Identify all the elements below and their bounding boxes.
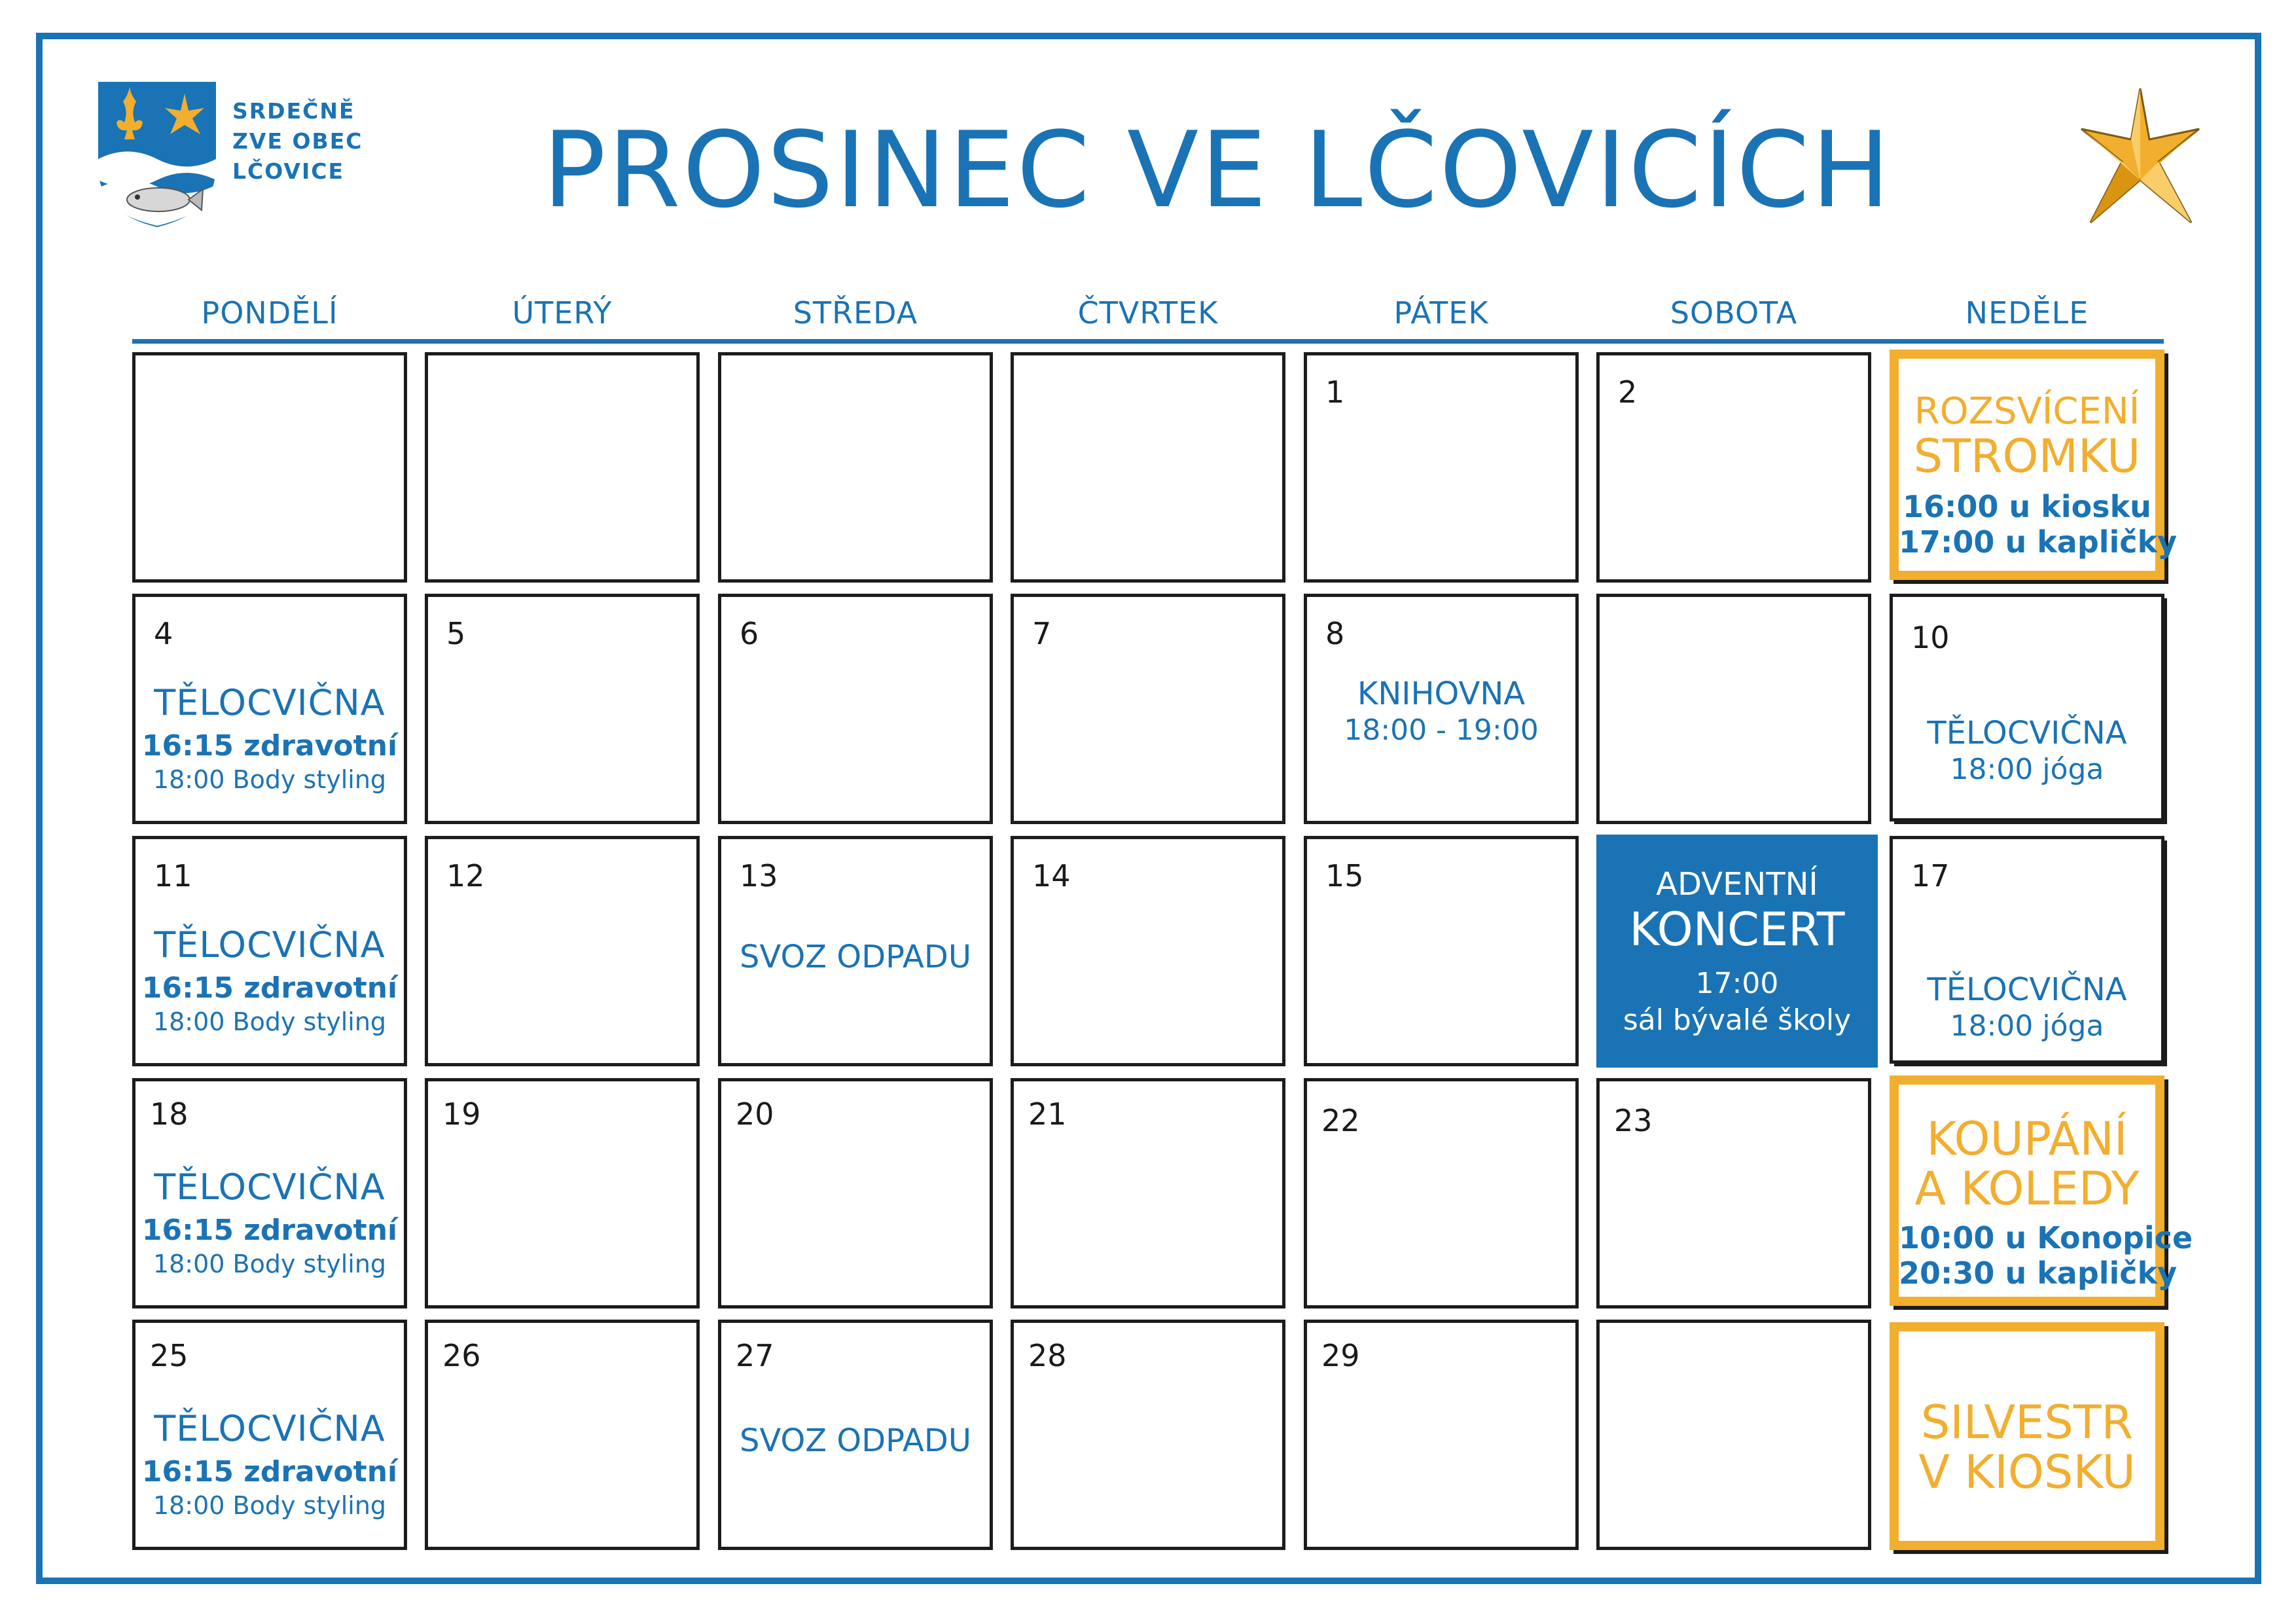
event-time: 18:00 Body styling [152, 1491, 387, 1520]
event-title: TĚLOCVIČNA [154, 1166, 386, 1208]
calendar-cell-advent-concert [1596, 835, 1878, 1068]
day-number: 17 [1911, 858, 1950, 893]
calendar-cell-5 [425, 594, 700, 824]
event-time: 16:00 u kiosku [1903, 489, 2151, 524]
day-number: 5 [446, 616, 466, 651]
event-time: 16:15 zdravotní [141, 971, 398, 1005]
day-header-saturday: SOBOTA [1670, 295, 1798, 331]
logo-text [232, 96, 376, 187]
event-time: 18:00 - 19:00 [1344, 713, 1539, 747]
event-time: 20:30 u kapličky [1899, 1255, 2178, 1291]
page-title: PROSINEC VE LČOVICÍCH [543, 109, 1892, 231]
logo-line-2: ZVE OBEC [232, 128, 363, 154]
event-time: 17:00 [1695, 967, 1779, 1000]
calendar-cell-empty [1596, 1320, 1871, 1550]
calendar-cell-silvestr [1890, 1322, 2164, 1550]
calendar-cell-12 [425, 836, 700, 1066]
calendar-cell-2 [1596, 352, 1871, 583]
calendar-cell-empty [132, 352, 407, 583]
calendar-cell-4 [132, 594, 407, 824]
header-divider [132, 339, 2164, 344]
event-title: STROMKU [1913, 429, 2141, 483]
day-number: 26 [442, 1338, 481, 1373]
calendar-cell-23 [1596, 1078, 1871, 1308]
day-number: 13 [740, 858, 778, 893]
calendar-cell-empty [1596, 594, 1871, 824]
day-number: 18 [150, 1096, 188, 1132]
day-header-sunday: NEDĚLE [1965, 295, 2089, 331]
calendar-cell-15 [1304, 836, 1579, 1066]
day-header-thursday: ČTVRTEK [1077, 295, 1219, 331]
day-number: 21 [1028, 1096, 1067, 1132]
calendar-cell-19 [425, 1078, 700, 1308]
event-title: TĚLOCVIČNA [154, 682, 386, 723]
event-title: TĚLOCVIČNA [154, 1408, 386, 1449]
day-number: 29 [1321, 1338, 1360, 1373]
event-title: ROZSVÍCENÍ [1914, 390, 2140, 433]
day-number: 14 [1032, 858, 1071, 893]
event-time: 18:00 Body styling [152, 765, 387, 794]
day-header-wednesday: STŘEDA [793, 295, 918, 331]
municipality-logo [98, 82, 373, 232]
event-title: ADVENTNÍ [1656, 866, 1818, 903]
calendar-cell-10 [1890, 594, 2164, 821]
day-number: 19 [442, 1096, 481, 1132]
calendar-cell-empty [1011, 352, 1285, 583]
event-title: KNIHOVNA [1357, 676, 1526, 712]
calendar-cell-22 [1304, 1078, 1579, 1308]
event-title: TĚLOCVIČNA [1927, 715, 2127, 751]
calendar-cell-empty [425, 352, 700, 583]
day-number: 15 [1325, 858, 1364, 893]
event-time: 18:00 jóga [1950, 1009, 2104, 1043]
star-icon [2075, 88, 2206, 226]
event-time: 16:15 zdravotní [141, 1455, 398, 1489]
calendar-cell-17 [1890, 836, 2164, 1064]
day-number: 28 [1028, 1338, 1067, 1373]
event-time: 18:00 jóga [1950, 753, 2104, 786]
day-number: 2 [1618, 374, 1638, 410]
event-title: KOUPÁNÍ [1926, 1112, 2128, 1166]
day-header-friday: PÁTEK [1393, 295, 1489, 331]
day-number: 4 [154, 616, 173, 651]
event-title: SILVESTR [1920, 1396, 2134, 1449]
event-title: SVOZ ODPADU [740, 1422, 971, 1459]
day-number: 1 [1325, 374, 1345, 410]
calendar-cell-empty [718, 352, 993, 583]
day-number: 7 [1032, 616, 1052, 651]
day-number: 11 [154, 858, 192, 893]
logo-line-3: LČOVICE [232, 158, 344, 184]
day-number: 23 [1614, 1103, 1653, 1138]
day-number: 6 [740, 616, 759, 651]
event-time: 10:00 u Konopice [1899, 1220, 2193, 1255]
coat-of-arms-icon [98, 82, 216, 227]
day-number: 10 [1911, 620, 1950, 655]
day-number: 20 [736, 1096, 774, 1132]
day-number: 25 [150, 1338, 188, 1373]
calendar-cell-1 [1304, 352, 1579, 583]
event-title: SVOZ ODPADU [740, 939, 971, 975]
logo-line-1: SRDEČNĚ [232, 98, 355, 124]
event-title: TĚLOCVIČNA [154, 924, 386, 965]
event-time: 16:15 zdravotní [141, 1214, 398, 1247]
calendar-cell-29 [1304, 1320, 1579, 1550]
day-header-tuesday: ÚTERÝ [512, 295, 613, 331]
day-number: 22 [1321, 1103, 1360, 1138]
calendar-cell-11 [132, 836, 407, 1066]
calendar-cell-20 [718, 1078, 993, 1308]
event-time: 18:00 Body styling [152, 1250, 387, 1278]
calendar-cell-13 [718, 836, 993, 1066]
event-time: 17:00 u kapličky [1899, 524, 2178, 560]
event-title: V KIOSKU [1918, 1445, 2136, 1499]
day-number: 8 [1325, 616, 1345, 651]
calendar-cell-tree-lighting [1890, 350, 2178, 580]
event-time: 16:15 zdravotní [141, 729, 398, 763]
event-location: sál bývalé školy [1623, 1003, 1852, 1037]
calendar-cell-28 [1011, 1320, 1285, 1550]
calendar-cell-6 [718, 594, 993, 824]
event-title: TĚLOCVIČNA [1927, 971, 2127, 1008]
day-header-monday: PONDĚLÍ [201, 295, 338, 331]
event-title: A KOLEDY [1914, 1162, 2140, 1216]
calendar-cell-26 [425, 1320, 700, 1550]
calendar-cell-bathing-carols [1890, 1075, 2193, 1306]
calendar-cell-18 [132, 1078, 407, 1308]
calendar-cell-25 [132, 1320, 407, 1550]
calendar-cell-21 [1011, 1078, 1285, 1308]
day-number: 12 [446, 858, 485, 893]
event-time: 18:00 Body styling [152, 1007, 387, 1036]
calendar-cell-27 [718, 1320, 993, 1550]
event-title: KONCERT [1629, 903, 1845, 956]
calendar-cell-7 [1011, 594, 1285, 824]
calendar-cell-14 [1011, 836, 1285, 1066]
calendar-cell-8 [1304, 594, 1579, 824]
day-number: 27 [736, 1338, 774, 1373]
